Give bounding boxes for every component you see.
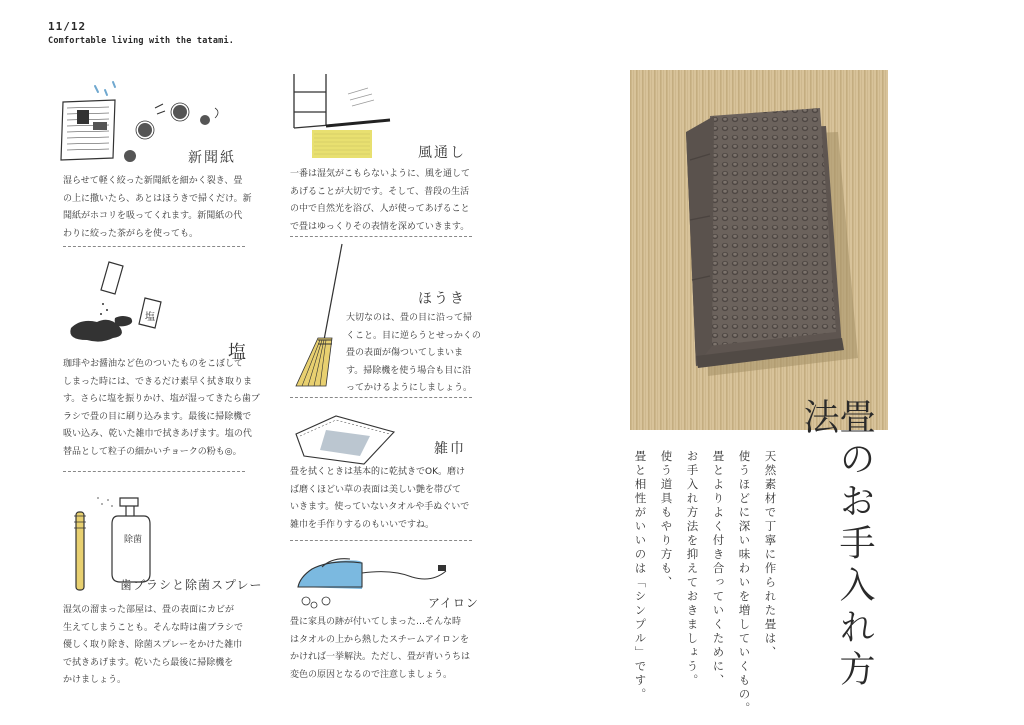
section-heading-ventilation: 風通し [418,145,466,161]
feature-title: 畳のお手入れ方法 [798,398,875,692]
section-text-cloth [290,464,469,534]
text-line: はタオルの上から熱したスチームアイロンを [290,634,470,645]
section-heading-newspaper: 新聞紙 [188,150,236,166]
text-line: で拭きあげます。乾いたら最後に掃除機を [63,657,234,668]
section-divider [63,246,245,247]
text-line: あげることが大切です。そして、普段の生活 [290,186,470,197]
cloth-icon [290,410,400,470]
section-heading-toothbrush: 歯ブラシと除菌スプレー [120,578,263,592]
intro-column-5: 使う道具もやり方も、 [659,450,674,590]
section-text-salt [63,356,260,461]
text-line: の中で自然光を浴び、人が使ってあげること [290,204,470,214]
section-text-iron [290,614,470,684]
section-text-newspaper [63,173,252,243]
text-line: 生えてしまうことも。そんな時は歯ブラシで [63,622,244,633]
text-line: 畳を拭くときは基本的に乾拭きでOK。磨け [290,467,465,477]
intro-column-4: お手入れ方法を抑えておきましょう。 [685,450,700,688]
intro-column-1: 天然素材で丁寧に作られた畳は、 [763,450,778,660]
section-heading-iron: アイロン [428,596,479,610]
text-line: くこと。目に逆らうとせっかくの [346,330,481,341]
section-text-ventilation [290,166,470,236]
text-line: ば磨くほどい草の表面は美しい艶を帯びて [290,484,462,495]
intro-column-3: 畳とよりよく付き合っていくために、 [711,450,726,688]
salt-label: 塩 [145,312,155,323]
salt-shaker-icon [65,258,175,348]
section-heading-cloth: 雑巾 [434,441,466,457]
text-line: しまった時には、できるだけ素早く拭き取りま [63,376,253,387]
section-text-toothbrush [63,602,243,690]
text-line: 聞紙がホコリを吸ってくれます。新聞紙の代 [63,211,243,221]
text-line: 変色の原因となるので注意しましょう。 [290,669,453,680]
text-line: の上に撒いたら、あとはほうきで掃くだけ。新 [63,193,252,204]
intro-column-2: 使うほどに深い味わいを増していくもの。 [737,450,752,716]
text-line: いきます。使っていないタオルや手ぬぐいで [290,502,470,512]
page-number: 11/12 [48,20,87,33]
text-line: 替品として粒子の細かいチョークの粉も◎。 [63,446,242,457]
text-line: 大切なのは、畳の目に沿って掃 [346,313,473,323]
page-subtitle: Comfortable living with the tatami. [48,36,235,46]
text-line: かけましょう。 [63,675,127,685]
broom-icon [288,240,348,390]
text-line: 湿気の溜まった部屋は、畳の表面にカビが [63,605,235,615]
section-heading-salt: 塩 [228,342,248,363]
section-divider [63,471,245,472]
text-line: かければ一挙解決。ただし、畳が青いうちは [290,652,471,662]
section-heading-broom: ほうき [418,291,466,307]
section-divider [290,397,472,398]
text-line: 雑巾を手作りするのもいいですね。 [290,519,435,530]
intro-column-6: 畳と相性がいいのは「シンプル」です。 [633,450,648,702]
text-line: わりに絞った茶がらを使っても。 [63,228,199,239]
section-divider [290,540,472,541]
text-line: 珈琲やお醤油など色のついたものをこぼして [63,359,244,369]
text-line: 畳の表面が傷ついてしまいま [346,348,464,358]
text-line: 吸い込み、乾いた雑巾で拭きあげます。塩の代 [63,429,252,439]
text-line: で畳はゆっくりその表情を深めていきます。 [290,221,470,232]
tatami-cloth-photo [630,70,888,430]
spray-label: 除菌 [124,535,143,545]
text-line: 畳に家具の跡が付いてしまった…そんな時 [290,617,462,627]
section-text-broom [346,310,481,398]
text-line: す。さらに塩を振りかけ、塩が湿ってきたら歯ブ [63,394,260,404]
text-line: す。掃除機を使う場合も目に沿 [346,365,472,376]
text-line: ってかけるようにしましょう。 [346,383,473,393]
text-line: 一番は湿気がこもらないように、風を通して [290,169,471,179]
text-line: 優しく取り除き、除菌スプレーをかけた雑巾 [63,640,243,650]
text-line: 湿らせて軽く絞った新聞紙を細かく裂き、畳 [63,176,243,186]
section-divider [290,236,472,237]
text-line: ラシで畳の目に刷り込みます。最後に掃除機で [63,411,252,422]
